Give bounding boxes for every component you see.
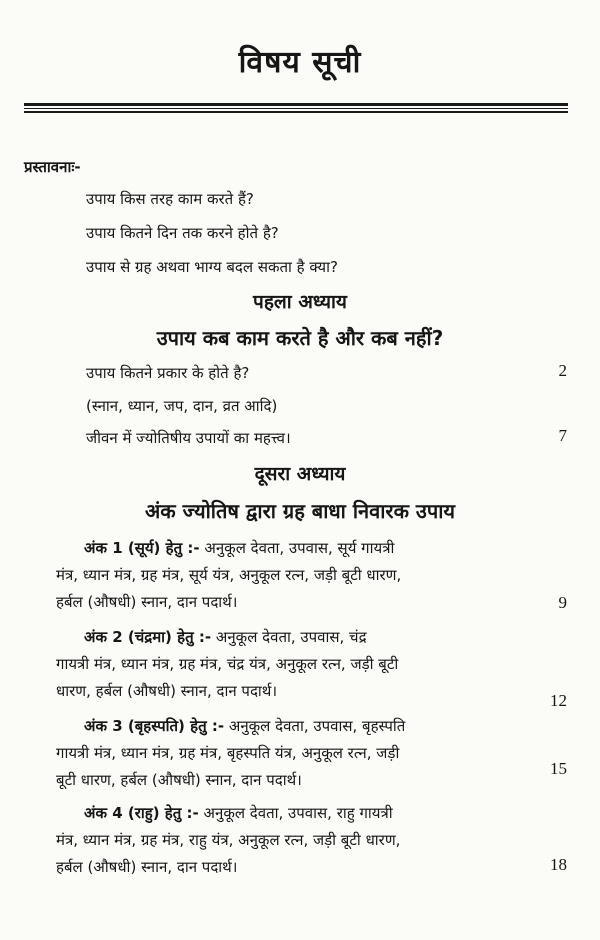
entry-label: अंक 2 (चंद्रमा) हेतु :- <box>84 628 212 646</box>
toc-entry-line: गायत्री मंत्र, ध्यान मंत्र, ग्रह मंत्र, चंद्र यंत्र, अनुकूल रत्न, जड़ी बूटी <box>56 655 399 673</box>
entry-label: अंक 3 (बृहस्पति) हेतु :- <box>84 717 225 735</box>
chapter-1-item: उपाय कितने प्रकार के होते है? <box>86 364 250 382</box>
toc-entry-line <box>84 716 405 736</box>
entry-text: अनुकूल देवता, उपवास, चंद्र <box>215 628 367 646</box>
intro-heading: प्रस्तावनाः- <box>24 158 81 176</box>
toc-entry-line <box>84 538 394 558</box>
toc-entry-line: हर्बल (औषधी) स्नान, दान पदार्थ। <box>56 858 238 876</box>
toc-entry-line <box>84 803 393 823</box>
page-number: 2 <box>558 361 567 380</box>
intro-item: उपाय किस तरह काम करते हैं? <box>86 190 254 208</box>
entry-text: अनुकूल देवता, उपवास, बृहस्पति <box>228 717 406 735</box>
chapter-1-item: जीवन में ज्योतिषीय उपायों का महत्त्व। <box>86 429 291 447</box>
toc-entry-line: गायत्री मंत्र, ध्यान मंत्र, ग्रह मंत्र, बृहस्पति यंत्र, अनुकूल रत्न, जड़ी <box>56 744 400 762</box>
chapter-2-title: अंक ज्योतिष द्वारा ग्रह बाधा निवारक उपाय <box>144 499 456 523</box>
title-rule-thin <box>24 108 568 109</box>
entry-text: अनुकूल देवता, उपवास, सूर्य गायत्री <box>204 539 395 557</box>
toc-entry-line: बूटी धारण, हर्बल (औषधी) स्नान, दान पदार्थ। <box>56 771 302 789</box>
chapter-1-item: (स्नान, ध्यान, जप, दान, व्रत आदि) <box>86 397 278 415</box>
chapter-2-number: दूसरा अध्याय <box>254 463 346 485</box>
chapter-1-title: उपाय कब काम करते है और कब नहीं? <box>156 326 444 350</box>
title-rule-bottom <box>24 111 568 113</box>
toc-entry-line: मंत्र, ध्यान मंत्र, ग्रह मंत्र, राहु यंत्र, अनुकूल रत्न, जड़ी बूटी धारण, <box>56 831 401 849</box>
page-title: विषय सूची <box>238 45 362 80</box>
page-number: 7 <box>558 426 567 445</box>
toc-entry-line: धारण, हर्बल (औषधी) स्नान, दान पदार्थ। <box>56 682 278 700</box>
intro-item: उपाय कितने दिन तक करने होते है? <box>86 224 279 242</box>
page-number: 15 <box>550 759 567 778</box>
title-rule-thick <box>24 103 568 106</box>
toc-entry-line <box>84 627 367 647</box>
toc-entry-line: हर्बल (औषधी) स्नान, दान पदार्थ। <box>56 593 238 611</box>
intro-item: उपाय से ग्रह अथवा भाग्य बदल सकता है क्या? <box>86 258 338 276</box>
chapter-1-number: पहला अध्याय <box>253 291 347 313</box>
page-number: 9 <box>558 593 567 612</box>
page-number: 12 <box>550 691 567 710</box>
toc-entry-line: मंत्र, ध्यान मंत्र, ग्रह मंत्र, सूर्य यंत्र, अनुकूल रत्न, जड़ी बूटी धारण, <box>56 566 402 584</box>
entry-text: अनुकूल देवता, उपवास, राहु गायत्री <box>203 804 393 822</box>
entry-label: अंक 4 (राहु) हेतु :- <box>84 804 199 822</box>
entry-label: अंक 1 (सूर्य) हेतु :- <box>84 539 200 557</box>
page-number: 18 <box>550 855 567 874</box>
